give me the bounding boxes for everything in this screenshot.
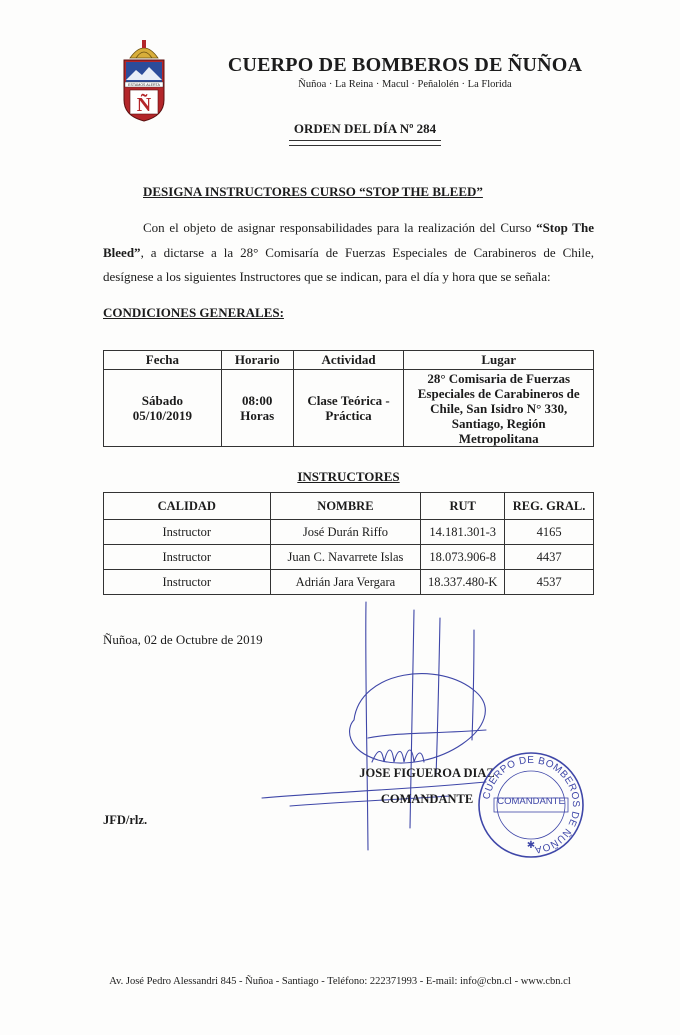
schedule-activity-line: Clase Teórica - bbox=[307, 393, 390, 408]
schedule-place-line: Especiales de Carabineros de bbox=[417, 385, 580, 401]
schedule-date-day: Sábado bbox=[141, 393, 183, 408]
schedule-place-line: 28° Comisaria de Fuerzas bbox=[427, 370, 571, 386]
instructors-header-row bbox=[104, 493, 594, 520]
intro-text-start: Con el objeto de asignar responsabilidades para la realización del Curso bbox=[143, 220, 537, 235]
order-double-rule bbox=[289, 140, 441, 146]
instructors-table bbox=[103, 492, 594, 595]
place-and-date: Ñuñoa, 02 de Octubre de 2019 bbox=[103, 632, 263, 647]
header-place: Lugar bbox=[404, 351, 594, 370]
organization-title: CUERPO DE BOMBEROS DE ÑUÑOA bbox=[227, 54, 583, 76]
order-title: ORDEN DEL DÍA Nº 284 bbox=[293, 121, 437, 136]
table-row bbox=[104, 520, 594, 545]
instructor-role: Instructor bbox=[104, 570, 271, 595]
table-row bbox=[104, 570, 594, 595]
schedule-date-value: 05/10/2019 bbox=[132, 408, 192, 423]
handwritten-signature bbox=[250, 600, 490, 860]
course-name: “Stop The Bleed” bbox=[103, 220, 594, 260]
document-subject: DESIGNA INSTRUCTORES CURSO “STOP THE BLEED” bbox=[143, 184, 483, 199]
reference-initials: JFD/rlz. bbox=[103, 813, 148, 827]
instructor-role: Instructor bbox=[104, 545, 271, 570]
instructor-role: Instructor bbox=[104, 520, 271, 545]
fire-department-crest-logo bbox=[120, 38, 168, 122]
intro-paragraph bbox=[103, 216, 594, 290]
header-role: CALIDAD bbox=[104, 493, 271, 520]
crest-motto: ESTAMOS ALERTA bbox=[128, 83, 160, 87]
stamp-star-icon: ✱ bbox=[526, 840, 536, 851]
instructor-registry: 4437 bbox=[505, 545, 594, 570]
instructor-rut: 14.181.301-3 bbox=[421, 520, 505, 545]
schedule-place-line: Metropolitana bbox=[458, 430, 539, 446]
header-rut: RUT bbox=[421, 493, 505, 520]
header-time: Horario bbox=[221, 351, 293, 370]
schedule-table bbox=[103, 350, 594, 447]
header-date: Fecha bbox=[104, 351, 222, 370]
instructor-registry: 4537 bbox=[505, 570, 594, 595]
table-row bbox=[104, 545, 594, 570]
header-registry: REG. GRAL. bbox=[505, 493, 594, 520]
signatory-name: JOSE FIGUEROA DIAZ bbox=[359, 766, 495, 780]
instructor-rut: 18.337.480-K bbox=[421, 570, 505, 595]
stamp-ring-text: CUERPO DE BOMBEROS DE ÑUÑOA bbox=[481, 754, 582, 855]
instructor-registry: 4165 bbox=[505, 520, 594, 545]
schedule-header-row bbox=[104, 351, 594, 370]
intro-text-end: , a dictarse a la 28° Comisaría de Fuerzas Especiales de Carabineros de Chile, desígnese a los siguientes Instructores que se indican, para el día y hora que se señala: bbox=[103, 244, 594, 284]
signatory-role: COMANDANTE bbox=[380, 792, 474, 806]
schedule-date bbox=[104, 370, 222, 447]
schedule-time: 08:00 Horas bbox=[221, 370, 293, 447]
organization-communes: Ñuñoa · La Reina · Macul · Peñalolén · La Florida bbox=[298, 79, 512, 90]
stamp-label: COMANDANTE bbox=[497, 796, 565, 807]
instructor-name: José Durán Riffo bbox=[270, 520, 421, 545]
crest-letter: Ñ bbox=[136, 94, 152, 116]
general-conditions-title: CONDICIONES GENERALES: bbox=[103, 305, 284, 320]
header-activity: Actividad bbox=[293, 351, 404, 370]
instructors-title: INSTRUCTORES bbox=[297, 469, 400, 484]
instructor-name: Juan C. Navarrete Islas bbox=[270, 545, 421, 570]
schedule-place bbox=[404, 370, 594, 447]
schedule-row bbox=[104, 370, 594, 447]
instructor-rut: 18.073.906-8 bbox=[421, 545, 505, 570]
footer-contact: Av. José Pedro Alessandri 845 - Ñuñoa - Santiago - Teléfono: 222371993 - E-mail: info@cbn.cl - www.cbn.cl bbox=[109, 976, 571, 987]
instructor-name: Adrián Jara Vergara bbox=[270, 570, 421, 595]
schedule-place-line: Chile, San Isidro N° 330, bbox=[430, 400, 568, 416]
schedule-place-line: Santiago, Región bbox=[451, 415, 546, 431]
schedule-activity-line: Práctica bbox=[325, 408, 372, 423]
schedule-activity bbox=[293, 370, 404, 447]
header-name: NOMBRE bbox=[270, 493, 421, 520]
